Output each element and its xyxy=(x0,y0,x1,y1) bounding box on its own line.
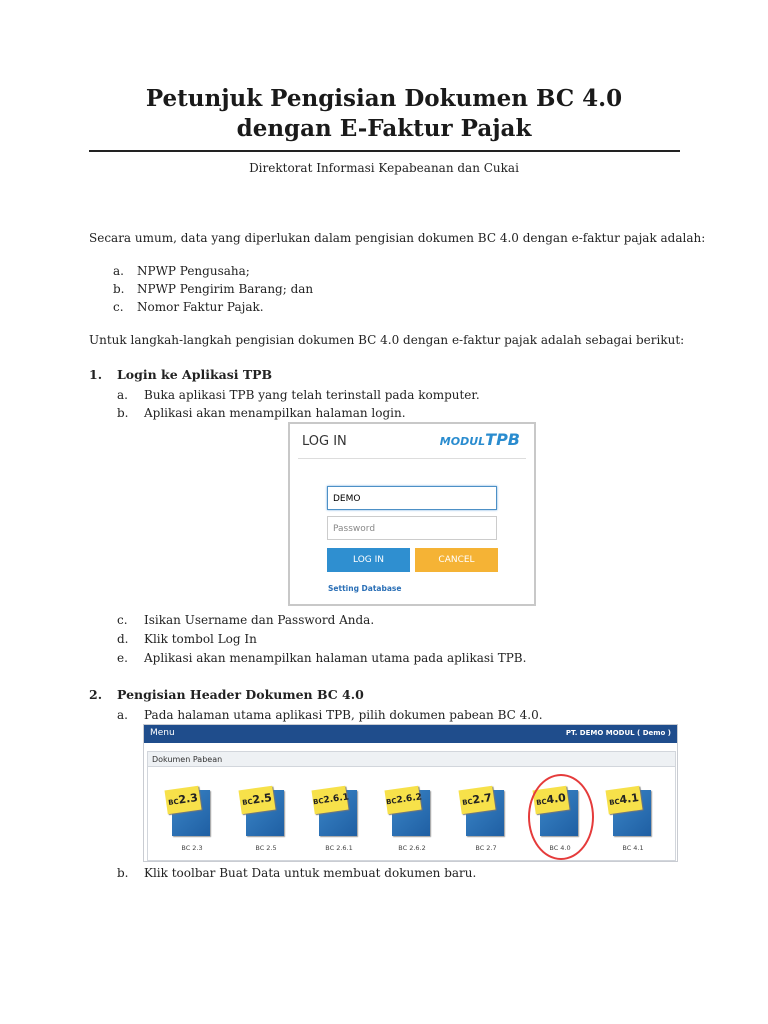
menu-screenshot xyxy=(143,724,678,862)
list-marker: a. xyxy=(113,264,124,278)
title-divider xyxy=(89,150,680,152)
brand-prefix: MODUL xyxy=(439,435,486,448)
title-line-2: dengan E-Faktur Pajak xyxy=(236,115,532,142)
highlight-circle xyxy=(528,774,594,860)
document-title xyxy=(0,84,768,144)
list-item: Aplikasi akan menampilkan halaman utama pada aplikasi TPB. xyxy=(144,651,527,665)
note-prefix: BC xyxy=(385,796,398,807)
note-label: 4.1 xyxy=(618,790,640,807)
sticky-note-icon xyxy=(384,786,421,814)
document-icon-bc23[interactable] xyxy=(162,782,212,852)
list-marker: b. xyxy=(117,866,129,880)
list-item: Pada halaman utama aplikasi TPB, pilih dokumen pabean BC 4.0. xyxy=(144,708,543,722)
title-line-1: Petunjuk Pengisian Dokumen BC 4.0 xyxy=(145,85,623,112)
modul-tpb-logo xyxy=(440,430,520,449)
section-2-number: 2. xyxy=(89,687,103,702)
cancel-button[interactable]: CANCEL xyxy=(415,548,498,572)
brand-suffix: TPB xyxy=(485,430,520,449)
document-caption: BC 2.6.1 xyxy=(325,844,353,852)
menu-label[interactable]: Menu xyxy=(150,728,175,738)
note-prefix: BC xyxy=(535,797,548,808)
menu-bar xyxy=(144,725,677,743)
note-label: 2.3 xyxy=(177,790,199,807)
login-title: LOG IN xyxy=(302,434,347,449)
list-item: Isikan Username dan Password Anda. xyxy=(144,613,375,627)
list-marker: e. xyxy=(117,651,128,665)
document-icon-bc261[interactable] xyxy=(309,782,359,852)
document-subtitle: Direktorat Informasi Kepabeanan dan Cukai xyxy=(249,161,519,175)
note-prefix: BC xyxy=(167,797,180,808)
sticky-note-icon xyxy=(164,786,201,814)
login-screenshot xyxy=(288,422,536,606)
sticky-note-icon xyxy=(605,786,642,814)
list-item: NPWP Pengirim Barang; dan xyxy=(137,282,314,296)
note-label: 4.0 xyxy=(545,790,567,807)
intro-paragraph: Secara umum, data yang diperlukan dalam pengisian dokumen BC 4.0 dengan e-faktur pajak adalah: xyxy=(89,231,706,245)
login-divider xyxy=(298,458,526,459)
list-marker: b. xyxy=(113,282,125,296)
document-caption: BC 2.5 xyxy=(255,844,277,852)
steps-intro: Untuk langkah-langkah pengisian dokumen BC 4.0 dengan e-faktur pajak adalah sebagai berikut: xyxy=(89,333,685,347)
note-label: 2.6.1 xyxy=(322,792,350,806)
list-item: Klik toolbar Buat Data untuk membuat dokumen baru. xyxy=(144,866,477,880)
sticky-note-icon xyxy=(311,786,348,814)
note-label: 2.5 xyxy=(251,790,273,807)
list-item: Nomor Faktur Pajak. xyxy=(137,300,264,314)
dokumen-pabean-panel xyxy=(147,751,676,861)
sticky-note-icon xyxy=(238,786,275,814)
list-item: Buka aplikasi TPB yang telah terinstall pada komputer. xyxy=(144,388,480,402)
list-marker: c. xyxy=(113,300,124,314)
list-marker: b. xyxy=(117,406,129,420)
document-caption: BC 4.0 xyxy=(549,844,571,852)
sticky-note-icon xyxy=(458,786,495,814)
section-1-number: 1. xyxy=(89,367,103,382)
document-icon-bc25[interactable] xyxy=(236,782,286,852)
setting-database-link[interactable]: Setting Database xyxy=(328,584,402,593)
note-label: 2.7 xyxy=(471,790,493,807)
note-prefix: BC xyxy=(461,797,474,808)
list-item: Klik tombol Log In xyxy=(144,632,257,646)
note-label: 2.6.2 xyxy=(395,792,423,806)
section-1-heading: Login ke Aplikasi TPB xyxy=(117,367,273,382)
document-caption: BC 4.1 xyxy=(622,844,644,852)
password-field[interactable]: Password xyxy=(327,516,497,540)
document-caption: BC 2.6.2 xyxy=(398,844,426,852)
list-marker: d. xyxy=(117,632,129,646)
list-marker: c. xyxy=(117,613,128,627)
note-prefix: BC xyxy=(312,796,325,807)
login-button[interactable]: LOG IN xyxy=(327,548,410,572)
note-prefix: BC xyxy=(608,797,621,808)
company-name: PT. DEMO MODUL ( Demo ) xyxy=(565,729,671,737)
list-item: NPWP Pengusaha; xyxy=(137,264,250,278)
document-caption: BC 2.3 xyxy=(181,844,203,852)
list-item: Aplikasi akan menampilkan halaman login. xyxy=(144,406,406,420)
document-caption: BC 2.7 xyxy=(475,844,497,852)
document-icon-bc262[interactable] xyxy=(382,782,432,852)
document-icon-bc27[interactable] xyxy=(456,782,506,852)
note-prefix: BC xyxy=(241,797,254,808)
panel-title: Dokumen Pabean xyxy=(148,752,675,767)
document-icon-bc41[interactable] xyxy=(603,782,653,852)
section-2-heading: Pengisian Header Dokumen BC 4.0 xyxy=(117,687,364,702)
username-field[interactable]: DEMO xyxy=(327,486,497,510)
list-marker: a. xyxy=(117,708,128,722)
list-marker: a. xyxy=(117,388,128,402)
